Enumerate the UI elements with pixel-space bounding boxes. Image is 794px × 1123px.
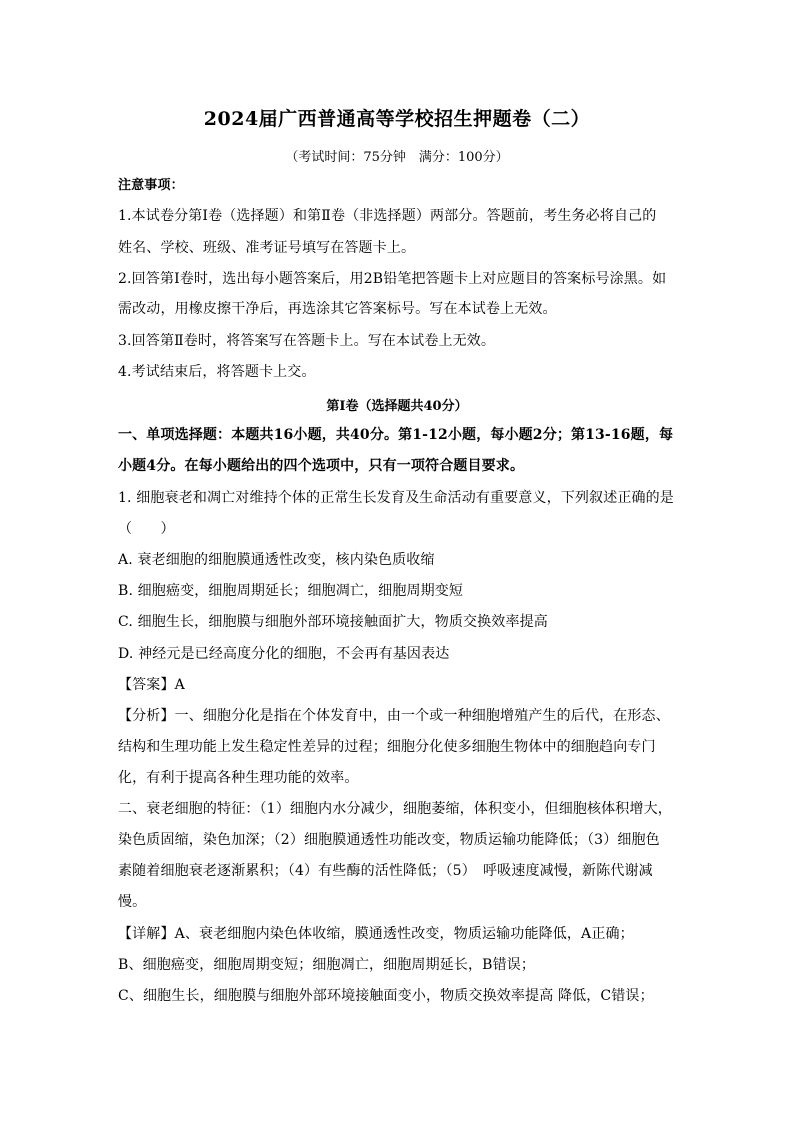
notice-heading: 注意事项： — [118, 178, 184, 193]
analysis-line: 素随着细胞衰老逐渐累积；（4）有些酶的活性降低；（5） 呼吸速度减慢，新陈代谢减 — [118, 863, 653, 879]
question-blank: （ ） — [118, 521, 175, 537]
option-c: C. 细胞生长，细胞膜与细胞外部环境接触面扩大，物质交换效率提高 — [118, 614, 548, 630]
exam-info: （考试时间：75分钟 满分：100分） — [285, 150, 509, 165]
analysis-line: 【分析】一、细胞分化是指在个体发育中，由一个或一种细胞增殖产生的后代，在形态、 — [118, 708, 670, 724]
notice-line: 需改动，用橡皮擦干净后，再选涂其它答案标号。写在本试卷上无效。 — [118, 301, 557, 317]
detail-line: C、细胞生长，细胞膜与细胞外部环境接触面变小，物质交换效率提高 降低，C错误； — [118, 988, 654, 1004]
analysis-line: 结构和生理功能上发生稳定性差异的过程；细胞分化使多细胞生物体中的细胞趋向专门 — [118, 739, 656, 755]
analysis-line: 化，有利于提高各种生理功能的效率。 — [118, 770, 359, 786]
option-d: D. 神经元是已经高度分化的细胞，不会再有基因表达 — [118, 646, 450, 662]
analysis-line: 慢。 — [118, 894, 147, 910]
notice-line: 1.本试卷分第Ⅰ卷（选择题）和第Ⅱ卷（非选择题）两部分。答题前，考生务必将自己的 — [118, 208, 657, 224]
page-title: 2024届广西普通高等学校招生押题卷（二） — [203, 108, 591, 130]
notice-line: 4.考试结束后，将答题卡上交。 — [118, 364, 316, 380]
analysis-line: 染色质固缩，染色加深；（2）细胞膜通透性功能改变，物质运输功能降低；（3）细胞色 — [118, 832, 660, 848]
section-intro: 一、单项选择题：本题共16小题，共40分。第1-12小题，每小题2分；第13-16题，每 — [118, 427, 674, 443]
option-a: A. 衰老细胞的细胞膜通透性改变，核内染色质收缩 — [118, 552, 435, 568]
notice-line: 3.回答第Ⅱ卷时，将答案写在答题卡上。写在本试卷上无效。 — [118, 333, 496, 349]
notice-line: 姓名、学校、班级、准考证号填写在答题卡上。 — [118, 240, 416, 256]
section-intro: 小题4分。在每小题给出的四个选项中，只有一项符合题目要求。 — [118, 458, 525, 474]
detail-line: B、细胞癌变，细胞周期变短；细胞凋亡，细胞周期延长，B错误； — [118, 957, 536, 973]
section-title: 第Ⅰ卷（选择题共40分） — [326, 399, 468, 414]
answer: 【答案】A — [118, 677, 185, 693]
notice-line: 2.回答第Ⅰ卷时，选出每小题答案后，用2B铅笔把答题卡上对应题目的答案标号涂黑。如 — [118, 271, 667, 287]
option-b: B. 细胞癌变，细胞周期延长；细胞凋亡，细胞周期变短 — [118, 583, 464, 599]
analysis-line: 二、衰老细胞的特征：（1）细胞内水分减少，细胞萎缩，体积变小，但细胞核体积增大， — [118, 801, 672, 817]
question-stem: 1. 细胞衰老和凋亡对维持个体的正常生长发育及生命活动有重要意义，下列叙述正确的是 — [118, 490, 674, 506]
detail-line: 【详解】A、衰老细胞内染色体收缩，膜通透性改变，物质运输功能降低，A正确； — [118, 926, 634, 942]
